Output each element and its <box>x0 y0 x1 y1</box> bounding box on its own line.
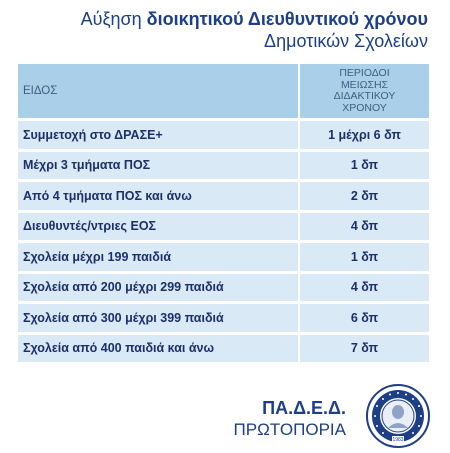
row-periods: 4 δπ <box>298 213 429 241</box>
row-periods: 4 δπ <box>298 274 429 302</box>
title-prefix: Αύξηση <box>80 9 147 29</box>
row-periods: 7 δπ <box>298 335 429 363</box>
row-periods: 6 δπ <box>298 304 429 332</box>
row-type: Συμμετοχή στο ΔΡΑΣΕ+ <box>23 127 163 142</box>
row-type: Διευθυντές/ντριες ΕΟΣ <box>23 219 157 234</box>
header-type: ΕΙΔΟΣ <box>23 85 58 97</box>
table-body <box>18 121 429 362</box>
padeed-seal-icon <box>366 384 430 448</box>
row-type: Σχολεία από 400 παιδιά και άνω <box>23 341 215 356</box>
row-type: Σχολεία από 300 μέχρι 399 παιδιά <box>23 310 224 325</box>
row-type: Σχολεία από 200 μέχρι 299 παιδιά <box>23 280 224 295</box>
table-header <box>18 64 429 118</box>
title-line2: Δημοτικών Σχολείων <box>264 31 428 51</box>
row-type: Μέχρι 3 τμήματα ΠΟΣ <box>23 158 151 173</box>
page-title <box>81 8 428 52</box>
header-periods: ΠΕΡΙΟΔΟΙ ΜΕΙΩΣΗΣ ΔΙΔΑΚΤΙΚΟΥ ΧΡΟΝΟΥ <box>298 64 429 118</box>
table-row <box>18 335 429 363</box>
org-subtitle: ΠΡΩΤΟΠΟΡΙΑ <box>233 420 346 439</box>
table-row <box>18 243 429 271</box>
row-type: Από 4 τμήματα ΠΟΣ και άνω <box>23 188 192 203</box>
table-row <box>18 152 429 180</box>
table-row <box>18 213 429 241</box>
row-periods: 1 μέχρι 6 δπ <box>298 121 429 149</box>
title-bold: διοικητικού Διευθυντικού χρόνου <box>146 9 428 29</box>
table-row <box>18 274 429 302</box>
org-name: ΠΑ.Δ.Ε.Δ. <box>262 398 346 418</box>
table-row <box>18 182 429 210</box>
row-periods: 2 δπ <box>298 182 429 210</box>
table-row <box>18 121 429 149</box>
logo-year: 1983 <box>392 437 404 443</box>
row-periods: 1 δπ <box>298 243 429 271</box>
footer-org <box>233 397 346 440</box>
row-periods: 1 δπ <box>298 152 429 180</box>
row-type: Σχολεία μέχρι 199 παιδιά <box>23 249 172 264</box>
admin-time-table <box>18 64 429 362</box>
table-row <box>18 304 429 332</box>
